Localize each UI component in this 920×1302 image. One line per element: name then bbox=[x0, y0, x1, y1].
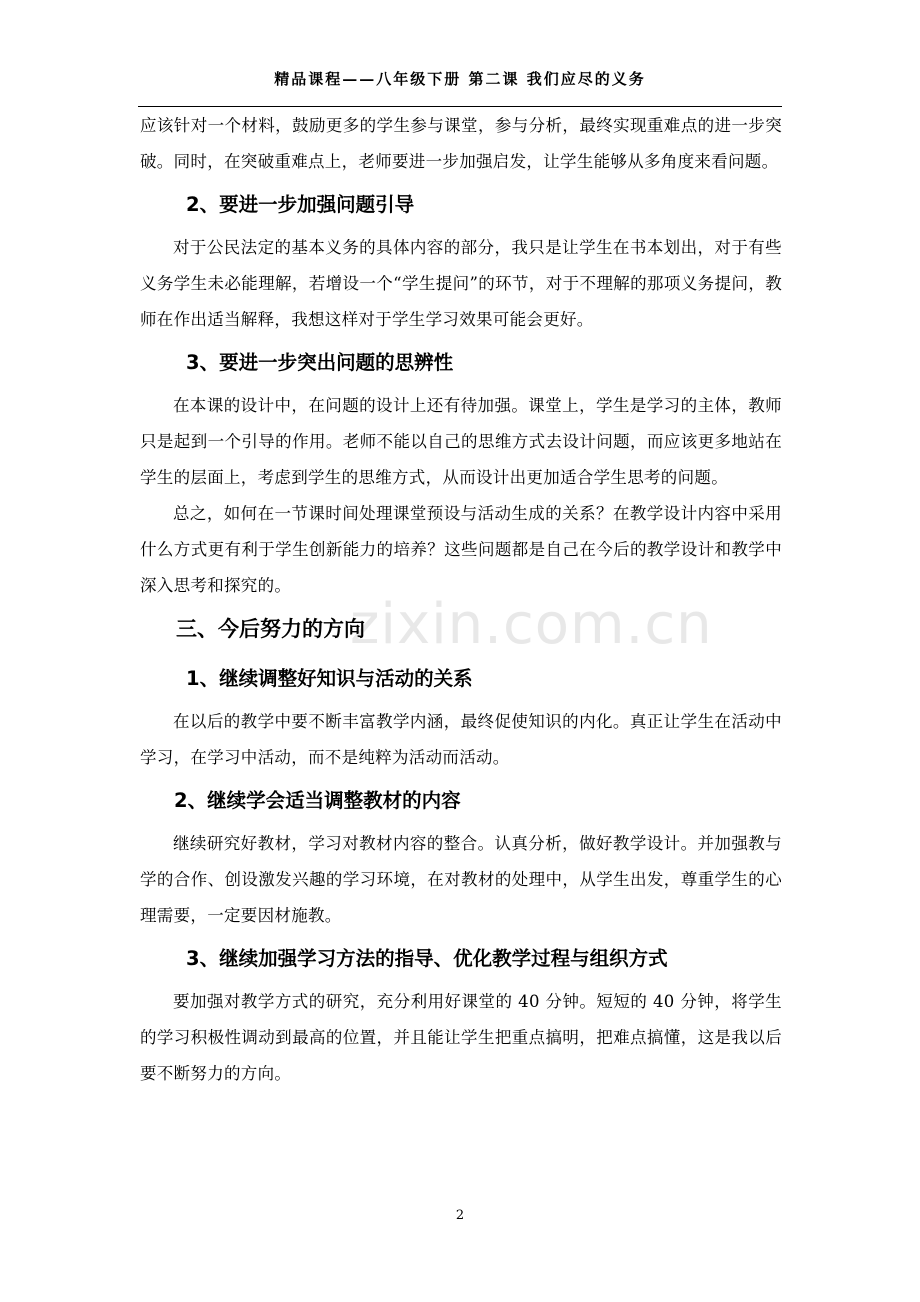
header-title: 精品课程——八年级下册 第二课 我们应尽的义务 bbox=[274, 70, 646, 88]
section-heading: 三、今后努力的方向 bbox=[176, 617, 365, 641]
watermark: zixin.com.cn bbox=[350, 592, 713, 657]
paragraph: 在本课的设计中，在问题的设计上还有待加强。课堂上，学生是学习的主体，教师只是起到一个引导的作用。老师不能以自己的思维方式去设计问题，而应该更多地站在学生的层面上，考虑到学生的思维方式，从而设计出更加适合学生思考的问题。 bbox=[140, 396, 782, 487]
subheading: 2、要进一步加强问题引导 bbox=[186, 193, 415, 216]
subheading: 3、继续加强学习方法的指导、优化教学过程与组织方式 bbox=[186, 947, 668, 970]
subheading: 2、继续学会适当调整教材的内容 bbox=[174, 789, 461, 812]
page-header bbox=[138, 60, 782, 107]
paragraph: 应该针对一个材料，鼓励更多的学生参与课堂，参与分析，最终实现重难点的进一步突破。同时，在突破重难点上，老师要进一步加强启发，让学生能够从多角度来看问题。 bbox=[140, 116, 782, 171]
page-number: 2 bbox=[455, 1208, 465, 1223]
subheading: 1、继续调整好知识与活动的关系 bbox=[186, 667, 473, 690]
paragraph: 在以后的教学中要不断丰富教学内涵，最终促使知识的内化。真正让学生在活动中学习，在学习中活动，而不是纯粹为活动而活动。 bbox=[140, 712, 782, 767]
paragraph: 总之，如何在一节课时间处理课堂预设与活动生成的关系？在教学设计内容中采用什么方式更有利于学生创新能力的培养？这些问题都是自己在今后的教学设计和教学中深入思考和探究的。 bbox=[140, 504, 782, 595]
paragraph: 继续研究好教材，学习对教材内容的整合。认真分析，做好教学设计。并加强教与学的合作、创设激发兴趣的学习环境，在对教材的处理中，从学生出发，尊重学生的心理需要，一定要因材施教。 bbox=[140, 834, 782, 925]
subheading: 3、要进一步突出问题的思辨性 bbox=[186, 351, 454, 374]
paragraph: 要加强对教学方式的研究，充分利用好课堂的 40 分钟。短短的 40 分钟，将学生的学习积极性调动到最高的位置，并且能让学生把重点搞明，把难点搞懂，这是我以后要不断努力的方向。 bbox=[140, 992, 782, 1083]
document-body bbox=[140, 108, 782, 1092]
paragraph: 对于公民法定的基本义务的具体内容的部分，我只是让学生在书本划出，对于有些义务学生未必能理解，若增设一个“学生提问”的环节，对于不理解的那项义务提问，教师在作出适当解释，我想这样对于学生学习效果可能会更好。 bbox=[140, 238, 782, 329]
